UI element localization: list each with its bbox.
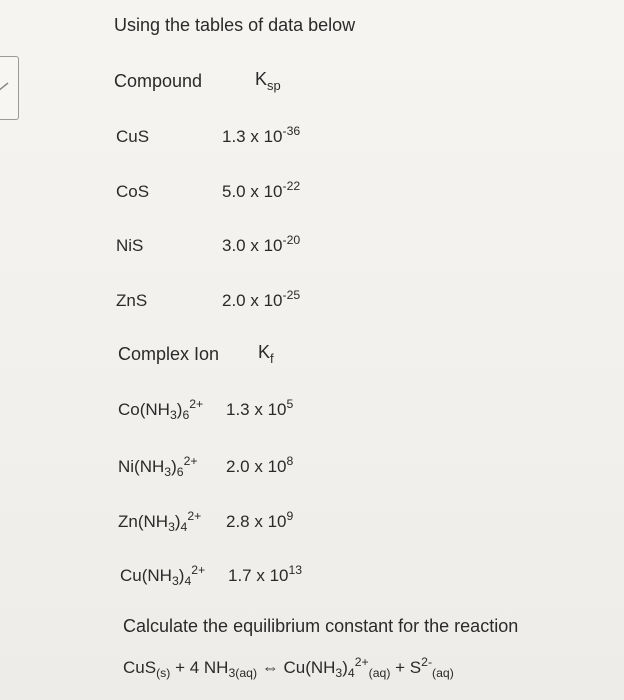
complex-ni: $Ni(NH_3)_6^{2+}$	[118, 454, 198, 480]
kf-zn: 2.8 x $10^9$	[226, 509, 294, 531]
ksp-nis: 3.0 x $10^{-20}$	[222, 233, 301, 255]
complex-co: $Co(NH_3)_6^{2+}$	[118, 397, 204, 423]
intro-text: Using the tables of data below	[114, 15, 356, 35]
reaction-equation: CuS$_{(s)}$ + 4 $NH_{3(aq)}$ ⇔ $Cu(NH_3)_4^{2+}_{(aq)} + S^{2-}_{(aq)}$	[123, 655, 454, 681]
kf-ni: 2.0 x $10^8$	[226, 454, 294, 476]
complex-zn: $Zn(NH_3)_4^{2+}$	[118, 509, 202, 535]
header-ksp: $K_{sp}$	[255, 69, 281, 93]
ksp-zns: 2.0 x $10^{-25}$	[222, 288, 301, 310]
compound-cus: CuS	[116, 127, 150, 146]
side-tab[interactable]	[0, 56, 19, 120]
complex-cu: $Cu(NH_3)_4^{2+}$	[120, 563, 206, 589]
chevron-right-icon	[0, 79, 10, 93]
ksp-cos: 5.0 x $10^{-22}$	[222, 179, 301, 201]
header-complex-ion: Complex Ion	[118, 344, 220, 364]
header-kf: $K_f$	[258, 342, 274, 366]
compound-nis: NiS	[116, 236, 144, 255]
equilibrium-arrow: ⇔	[257, 658, 284, 677]
question-text: Calculate the equilibrium constant for the reaction	[123, 616, 519, 636]
kf-cu: 1.7 x $10^{13}$	[228, 563, 303, 585]
ksp-cus: 1.3 x $10^{-36}$	[222, 124, 301, 146]
compound-cos: CoS	[116, 182, 150, 201]
kf-co: 1.3 x $10^5$	[226, 397, 294, 419]
compound-zns: ZnS	[116, 291, 148, 310]
header-compound: Compound	[114, 71, 203, 91]
